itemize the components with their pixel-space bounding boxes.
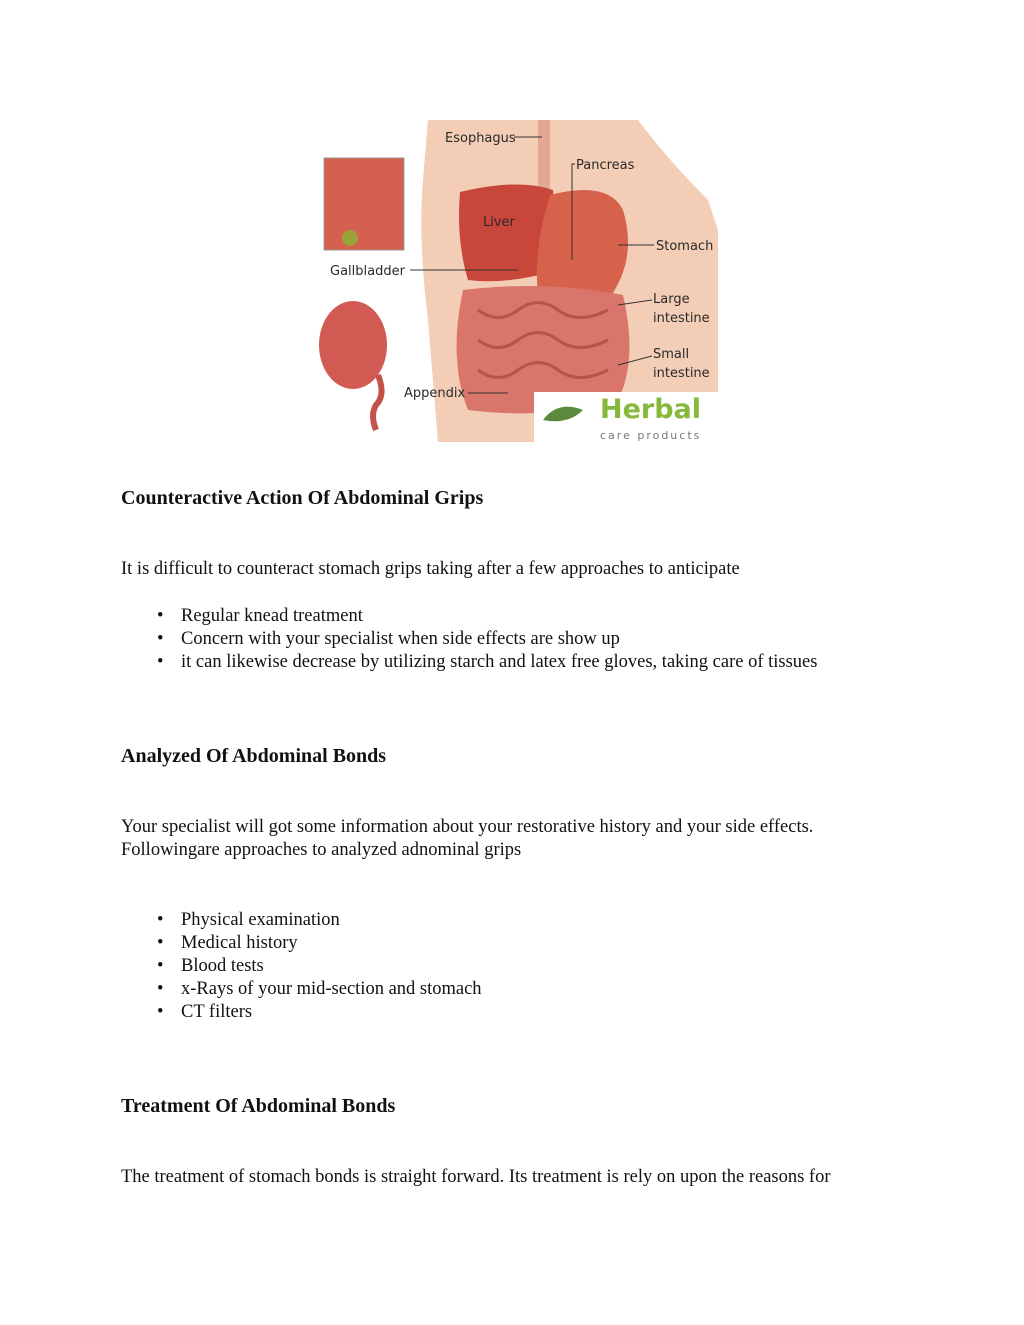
label-large-intestine-1: Large [653,292,690,307]
list-item-text: Blood tests [181,956,264,976]
section-intro-treatment: The treatment of stomach bonds is straight forward. Its treatment is rely on upon the reasons for [121,1167,831,1187]
label-esophagus: Esophagus [445,131,516,146]
bullet-icon: • [157,629,164,649]
list-item-text: CT filters [181,1002,253,1022]
bullet-icon: • [157,652,164,672]
bullet-icon: • [157,933,164,953]
section-intro-diagnosis-line1: Your specialist will got some information about your restorative history and your side effects. [121,817,814,837]
list-item [157,909,482,932]
diagnosis-list [157,909,482,1024]
label-small-intestine-2: intestine [653,366,710,381]
bullet-icon: • [157,606,164,626]
bullet-icon: • [157,910,164,930]
prevention-list [157,605,818,674]
logo-brand: Herbal [600,394,702,425]
section-heading-diagnosis: Analyzed Of Abdominal Bonds [121,745,387,767]
label-liver: Liver [483,215,515,230]
label-gallbladder: Gallbladder [330,264,405,279]
label-small-intestine-1: Small [653,347,690,362]
list-item-text: it can likewise decrease by utilizing starch and latex free gloves, taking care of tissues [181,652,818,672]
label-stomach: Stomach [656,239,714,254]
list-item [157,955,482,978]
list-item [157,628,817,651]
list-item [157,932,482,955]
list-item [157,1001,482,1024]
list-item-text: Concern with your specialist when side effects are show up [181,629,620,649]
list-item-text: Physical examination [181,910,340,930]
label-pancreas: Pancreas [576,158,635,173]
section-intro-diagnosis-line2: Followingare approaches to analyzed adnominal grips [121,840,522,860]
bullet-icon: • [157,1002,164,1022]
gallbladder-shape [342,230,358,246]
list-item-text: Regular knead treatment [181,606,363,626]
label-large-intestine-2: intestine [653,311,710,326]
list-item-text: Medical history [181,933,298,953]
section-heading-treatment: Treatment Of Abdominal Bonds [121,1095,396,1117]
list-item-text: x-Rays of your mid-section and stomach [181,979,482,999]
label-appendix: Appendix [404,386,466,401]
section-intro-prevention: It is difficult to counteract stomach grips taking after a few approaches to anticipate [121,559,740,579]
list-item [157,605,817,628]
gallbladder-inset [324,158,404,250]
section-heading-prevention: Counteractive Action Of Abdominal Grips [121,487,484,509]
bullet-icon: • [157,956,164,976]
bullet-icon: • [157,979,164,999]
list-item [157,978,482,1001]
digestive-system-illustration [318,120,718,442]
list-item [157,651,818,674]
logo-tagline: care products [600,429,702,442]
